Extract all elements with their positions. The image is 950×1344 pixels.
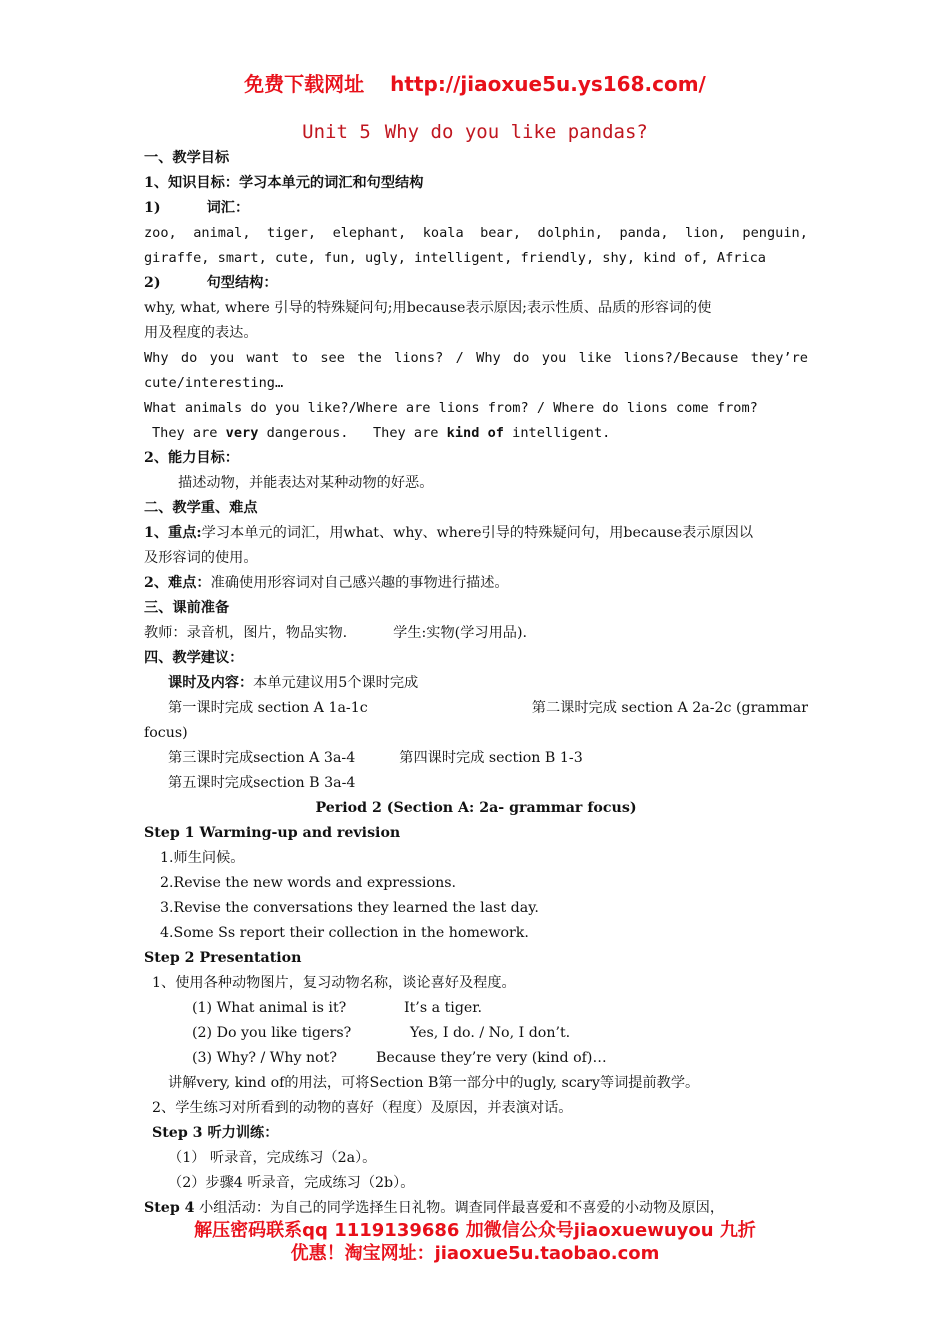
- download-header: [0, 68, 950, 97]
- preparation-line: 教师：录音机，图片，物品实物. 学生:实物(学习用品).: [144, 625, 528, 641]
- example-line-1: Why do you want to see the lions? / Why do you like lions?/Because they’re: [144, 350, 808, 366]
- list-item: 3.Revise the conversations they learned the last day.: [160, 900, 539, 916]
- step-item: 2、学生练习对所看到的动物的喜好（程度）及原因，并表演对话。: [152, 1100, 573, 1116]
- step-item: （2）步骤4 听录音，完成练习（2b）。: [168, 1175, 415, 1191]
- title-question: Why do you like pandas?: [384, 121, 648, 143]
- section-heading: 一、教学目标: [144, 150, 230, 166]
- key-point-line-1: 1、重点:学习本单元的词汇，用what、why、where引导的特殊疑问句，用because表示原因以: [144, 525, 754, 541]
- period-heading: Period 2 (Section A: 2a- grammar focus): [315, 800, 637, 816]
- vocab-heading: 1) 词汇：: [144, 200, 250, 216]
- dialogue-line: (2) Do you like tigers? Yes, I do. / No, I don’t.: [192, 1025, 571, 1041]
- lesson-line-3: 第五课时完成section B 3a-4: [168, 775, 356, 791]
- ability-heading: 2、能力目标：: [144, 450, 239, 466]
- ability-text: 描述动物，并能表达对某种动物的好恶。: [178, 475, 434, 491]
- section-heading: 二、教学重、难点: [144, 500, 258, 516]
- vocab-line-2: giraffe, smart, cute, fun, ugly, intelligent, friendly, shy, kind of, Africa: [144, 250, 766, 266]
- difficulty-line: 2、难点：准确使用形容词对自己感兴趣的事物进行描述。: [144, 575, 509, 591]
- step-heading: Step 4 小组活动：为自己的同学选择生日礼物。调查同伴最喜爱和不喜爱的小动物及原因，: [144, 1200, 725, 1216]
- header-label: 免费下载网址: [244, 72, 365, 96]
- subsection-heading: 1、知识目标：学习本单元的词汇和句型结构: [144, 175, 424, 191]
- section-heading: 三、课前准备: [144, 600, 230, 616]
- dialogue-line: (1) What animal is it? It’s a tiger.: [192, 1000, 483, 1016]
- example-line-1b: cute/interesting…: [144, 375, 284, 391]
- page-title: [0, 121, 950, 143]
- key-point-line-2: 及形容词的使用。: [144, 550, 258, 566]
- header-url[interactable]: http://jiaoxue5u.ys168.com/: [390, 72, 706, 96]
- example-line-2: What animals do you like?/Where are lions from? / Where do lions come from?: [144, 400, 758, 416]
- lesson-plan-line: 课时及内容：本单元建议用5个课时完成: [168, 675, 419, 691]
- step-heading: Step 3 听力训练：: [152, 1125, 279, 1141]
- lesson-line-1b: focus): [144, 725, 188, 741]
- step-heading: Step 2 Presentation: [144, 950, 302, 966]
- footer-line-1: 解压密码联系qq 1119139686 加微信公众号jiaoxuewuyou 九折: [194, 1220, 756, 1241]
- list-item: 4.Some Ss report their collection in the homework.: [160, 925, 529, 941]
- title-unit: Unit 5: [302, 121, 371, 143]
- structure-desc-1: why, what, where 引导的特殊疑问句;用because表示原因;表示性质、品质的形容词的使: [144, 300, 712, 316]
- example-line-3: They are very dangerous. They are kind of intelligent.: [152, 425, 611, 441]
- vocab-line-1: zoo, animal, tiger, elephant, koala bear, dolphin, panda, lion, penguin,: [144, 225, 808, 241]
- section-heading: 四、教学建议：: [144, 650, 244, 666]
- structure-heading: 2) 句型结构：: [144, 275, 278, 291]
- list-item: 2.Revise the new words and expressions.: [160, 875, 457, 891]
- lesson-line-2: 第三课时完成section A 3a-4 第四课时完成 section B 1-3: [168, 750, 583, 766]
- step-heading: Step 1 Warming-up and revision: [144, 825, 401, 841]
- step-item: 1、使用各种动物图片，复习动物名称，谈论喜好及程度。: [152, 975, 516, 991]
- lesson-line-1: 第一课时完成 section A 1a-1c 第二课时完成 section A 2a-2c (grammar: [168, 700, 808, 716]
- dialogue-line: (3) Why? / Why not? Because they’re very (kind of)…: [192, 1050, 607, 1066]
- list-item: 1.师生问候。: [160, 850, 245, 866]
- structure-desc-2: 用及程度的表达。: [144, 325, 258, 341]
- document-body: [144, 146, 808, 1221]
- footer-line-2: 优惠！淘宝网址：jiaoxue5u.taobao.com: [290, 1243, 660, 1264]
- step-item: （1） 听录音，完成练习（2a）。: [168, 1150, 377, 1166]
- explanation-line: 讲解very, kind of的用法，可将Section B第一部分中的ugly, scary等词提前教学。: [168, 1075, 700, 1091]
